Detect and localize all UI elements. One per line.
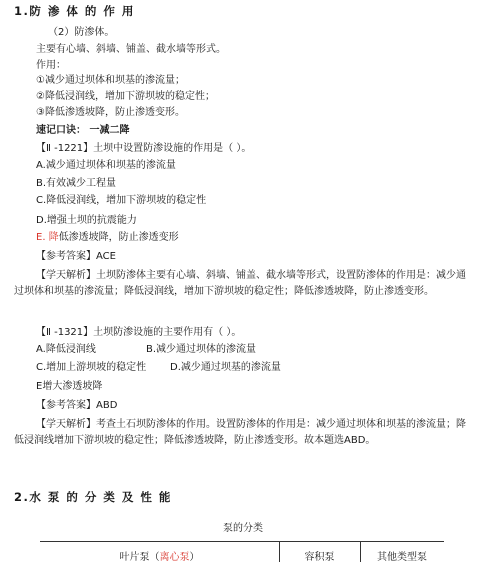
section-1-title: 1.防 渗 体 的 作 用	[14, 4, 135, 18]
q1-option-e-prefix: E.	[36, 232, 46, 243]
sub-heading: （2）防渗体。	[48, 27, 115, 38]
q1-option-a: A.减少通过坝体和坝基的渗流量	[36, 160, 176, 171]
q2-stem: 【Ⅱ -1321】土坝防渗设施的主要作用有（ ）。	[36, 327, 242, 338]
table-header-volumetric-pump: 容积泵	[304, 552, 335, 563]
function-item-1: ①减少通过坝体和坝基的渗流量；	[36, 75, 185, 86]
mnemonic: 速记口诀： 一减二降	[36, 125, 130, 136]
q1-answer: 【参考答案】ACE	[36, 251, 116, 262]
q2-option-e: E增大渗透坡降	[36, 381, 103, 392]
intro-text: 主要有心墙、斜墙、铺盖、截水墙等形式。	[36, 44, 226, 55]
q1-option-e	[36, 231, 179, 245]
q2-option-a: A.降低浸润线	[36, 344, 96, 355]
vane-pump-red: 离心泵	[159, 552, 190, 563]
table-top-border	[40, 541, 444, 542]
q1-option-e-rest: 低渗透坡降，防止渗透变形	[58, 232, 179, 243]
vane-pump-prefix: 叶片泵（	[119, 552, 160, 563]
q1-stem: 【Ⅱ -1221】土坝中设置防渗设施的作用是（ ）。	[36, 143, 252, 154]
q2-analysis: 【学天解析】考查土石坝防渗体的作用。设置防渗体的作用是：减少通过坝体和坝基的渗流量；降低浸润线增加下游坝坡的稳定性；降低渗透坡降，防止渗透变形。故本题选ABD。	[14, 419, 466, 446]
q2-answer: 【参考答案】ABD	[36, 400, 118, 411]
q2-option-b: B.减少通过坝体的渗流量	[146, 344, 257, 355]
q1-option-e-red: 降	[48, 232, 59, 243]
table-header-vane-pump	[40, 551, 279, 565]
q1-option-d: D.增强土坝的抗震能力	[36, 215, 137, 226]
table-caption: 泵的分类	[223, 523, 263, 534]
role-label: 作用：	[36, 60, 66, 71]
q1-option-c: C.降低浸润线，增加下游坝坡的稳定性	[36, 195, 207, 206]
table-header-other-pump: 其他类型泵	[377, 552, 427, 563]
section-2-title: 2.水 泵 的 分 类 及 性 能	[14, 490, 172, 504]
q1-analysis: 【学天解析】土坝防渗体主要有心墙、斜墙、铺盖、截水墙等形式，设置防渗体的作用是：减少通过坝体和坝基的渗流量；降低浸润线，增加下游坝坡的稳定性；降低渗透坡降，防止渗透变形。	[14, 270, 466, 297]
q1-option-b: B.有效减少工程量	[36, 178, 117, 189]
q2-option-d: D.减少通过坝基的渗流量	[170, 362, 281, 373]
q2-option-c: C.增加上游坝坡的稳定性	[36, 362, 147, 373]
function-item-3: ③降低渗透坡降，防止渗透变形。	[36, 107, 185, 118]
function-item-2: ②降低浸润线，增加下游坝坡的稳定性；	[36, 91, 215, 102]
vane-pump-suffix: ）	[189, 552, 200, 563]
